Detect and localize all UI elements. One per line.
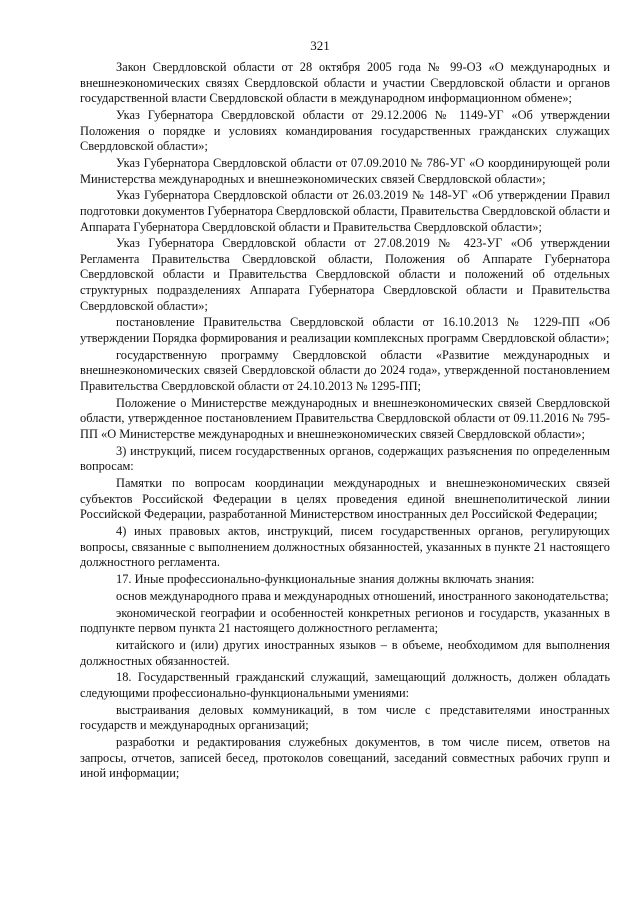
paragraph: Закон Свердловской области от 28 октября 2005 года № 99-ОЗ «О международных и внешнеэкономических связях Свердловской области и участии Свердловской области и органов государственной власти Свердловской области в международном информационном обмене»;: [80, 60, 610, 106]
paragraph: экономической географии и особенностей конкретных регионов и государств, указанных в подпункте первом пункта 21 настоящего должностного регламента;: [80, 605, 610, 636]
paragraph: Указ Губернатора Свердловской области от 27.08.2019 № 423-УГ «Об утверждении Регламента Правительства Свердловской области, Положения об Аппарате Губернатора Свердловской области и Правительства Свердловской области и положений об отдельных структурных подразделениях Аппарата Губернатора Свердловской области и Правительства Свердловской области»;: [80, 236, 610, 313]
paragraph: Памятки по вопросам координации международных и внешнеэкономических связей субъектов Российской Федерации в целях проведения единой внешнеполитической линии Российской Федерации, разработанной Министерством иностранных дел Российской Федерации;: [80, 476, 610, 522]
document-body: [80, 60, 610, 783]
paragraph: 4) иных правовых актов, инструкций, писем государственных органов, регулирующих вопросы, связанные с выполнением должностных обязанностей, указанных в пункте 21 настоящего должностного регламента.: [80, 524, 610, 570]
paragraph: Указ Губернатора Свердловской области от 07.09.2010 № 786-УГ «О координирующей роли Министерства международных и внешнеэкономических связей Свердловской области»;: [80, 155, 610, 186]
paragraph: государственную программу Свердловской области «Развитие международных и внешнеэкономических связей Свердловской области до 2024 года», утвержденной постановлением Правительства Свердловской области от 24.10.2013 № 1295-ПП;: [80, 347, 610, 393]
paragraph: основ международного права и международных отношений, иностранного законодательства;: [116, 588, 609, 603]
paragraph: Положение о Министерстве международных и внешнеэкономических связей Свердловской области, утвержденное постановлением Правительства Свердловской области от 09.11.2016 № 795-ПП «О Министерстве международных и внешнеэкономических связей Свердловской области»;: [80, 395, 610, 441]
paragraph: постановление Правительства Свердловской области от 16.10.2013 № 1229-ПП «Об утверждении Порядка формирования и реализации комплексных программ Свердловской области»;: [80, 315, 610, 346]
paragraph: китайского и (или) других иностранных языков – в объеме, необходимом для выполнения должностных обязанностей.: [80, 638, 610, 668]
paragraph: разработки и редактирования служебных документов, в том числе писем, ответов на запросы, отчетов, записей бесед, протоколов совещаний, заседаний совместных рабочих групп и иной информации;: [80, 735, 610, 781]
paragraph: Указ Губернатора Свердловской области от 29.12.2006 № 1149-УГ «Об утверждении Положения о порядке и условиях командирования государственных гражданских служащих Свердловской области»;: [80, 107, 610, 154]
paragraph: Указ Губернатора Свердловской области от 26.03.2019 № 148-УГ «Об утверждении Правил подготовки документов Губернатора Свердловской области, Правительства Свердловской области и Аппарата Губернатора Свердловской области и Правительства Свердловской области»;: [80, 188, 610, 234]
page-number: 321: [310, 38, 330, 53]
paragraph: 17. Иные профессионально-функциональные знания должны включать знания:: [116, 572, 535, 587]
paragraph: 3) инструкций, писем государственных органов, содержащих разъяснения по определенным вопросам:: [80, 443, 610, 474]
paragraph: 18. Государственный гражданский служащий, замещающий должность, должен обладать следующими профессионально-функциональными умениями:: [80, 670, 610, 700]
paragraph: выстраивания деловых коммуникаций, в том числе с представителями иностранных государств и международных организаций;: [80, 702, 610, 733]
